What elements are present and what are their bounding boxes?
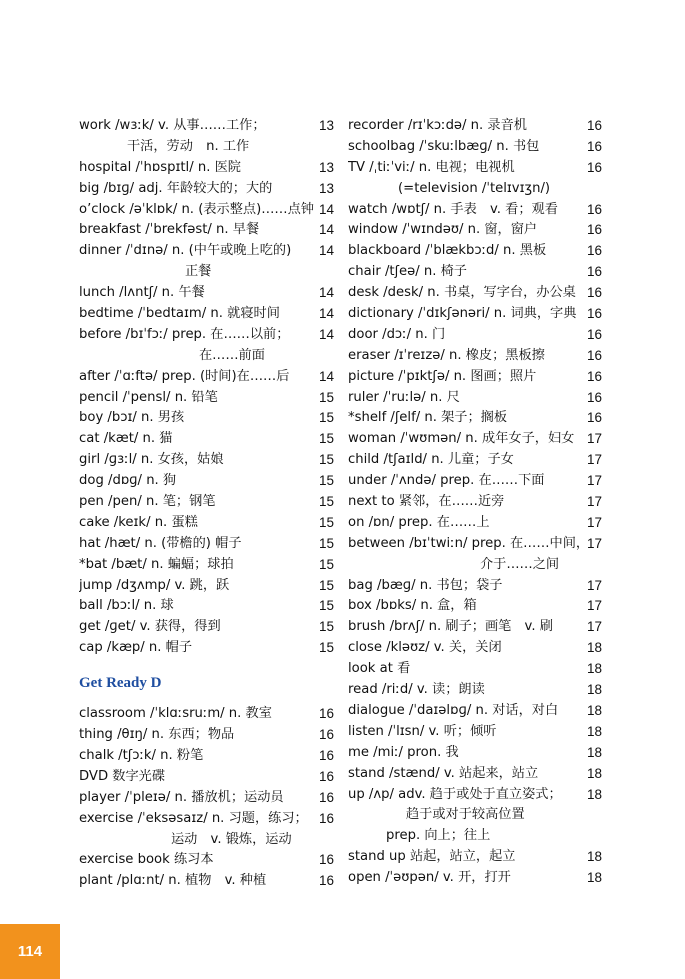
entry-line xyxy=(348,367,602,388)
entry-page-number: 16 xyxy=(586,285,602,301)
entry-page-number: 13 xyxy=(318,159,334,175)
entry-line xyxy=(79,725,334,746)
vocab-entry xyxy=(348,346,602,367)
entry-page-number: 16 xyxy=(318,768,334,784)
entry-text: child /tʃaɪld/ n. 儿童；子女 xyxy=(348,452,514,468)
entry-text: TV /ˌtiːˈviː/ n. 电视；电视机 xyxy=(348,159,515,175)
entry-continuation-text: 运动 v. 锻炼，运动 xyxy=(171,831,292,847)
vocab-entry xyxy=(348,847,602,868)
entry-page-number: 16 xyxy=(586,118,602,133)
vocab-entry xyxy=(348,137,602,158)
entry-text: bag /bæɡ/ n. 书包；袋子 xyxy=(348,577,503,593)
entry-page-number: 15 xyxy=(318,535,334,551)
entry-continuation-line xyxy=(348,805,602,826)
entry-line xyxy=(348,492,602,513)
entry-page-number: 15 xyxy=(318,494,334,510)
entry-text: eraser /ɪˈreɪzə/ n. 橡皮；黑板擦 xyxy=(348,347,545,363)
entry-page-number: 15 xyxy=(318,598,334,614)
entry-page-number: 13 xyxy=(318,118,334,133)
page-number: 114 xyxy=(0,924,60,979)
entry-line xyxy=(79,788,334,809)
entry-text: desk /desk/ n. 书桌，写字台，办公桌 xyxy=(348,285,576,301)
entry-page-number: 18 xyxy=(586,682,602,698)
vocab-entry xyxy=(348,638,602,659)
entry-page-number: 17 xyxy=(586,514,602,530)
entry-page-number: 17 xyxy=(586,598,602,614)
entry-continuation-text: 在……前面 xyxy=(199,347,265,363)
entry-line xyxy=(79,576,334,597)
entry-page-number: 14 xyxy=(318,306,334,322)
entry-page-number: 18 xyxy=(586,765,602,781)
vocab-entry xyxy=(348,262,602,283)
vocab-entry xyxy=(348,722,602,743)
entry-page-number: 18 xyxy=(586,723,602,739)
entry-page-number: 16 xyxy=(318,789,334,805)
entry-text: girl /ɡɜːl/ n. 女孩，姑娘 xyxy=(79,452,224,468)
vocab-entry xyxy=(79,555,334,576)
entry-page-number: 15 xyxy=(318,640,334,656)
entry-line xyxy=(79,116,334,137)
entry-text: read /riːd/ v. 读；朗读 xyxy=(348,682,485,698)
right-column xyxy=(348,116,602,889)
entry-text: big /bɪɡ/ adj. 年龄较大的；大的 xyxy=(79,180,273,196)
entry-line xyxy=(348,534,602,555)
entry-page-number: 16 xyxy=(318,747,334,763)
entry-page-number: 15 xyxy=(318,389,334,405)
entry-line xyxy=(79,534,334,555)
vocab-entry xyxy=(79,179,334,200)
vocab-entry xyxy=(79,283,334,304)
entry-text: get /ɡet/ v. 获得，得到 xyxy=(79,619,221,635)
vocab-entry xyxy=(79,704,334,725)
entry-page-number: 16 xyxy=(586,410,602,426)
entry-page-number: 16 xyxy=(318,810,334,826)
entry-line xyxy=(79,179,334,200)
entry-text: close /kləʊz/ v. 关，关闭 xyxy=(348,640,502,656)
entry-page-number: 15 xyxy=(318,431,334,447)
entry-text: *bat /bæt/ n. 蝙蝠；球拍 xyxy=(79,556,234,572)
entry-line xyxy=(79,638,334,659)
entry-page-number: 16 xyxy=(586,389,602,405)
entry-page-number: 16 xyxy=(586,368,602,384)
entry-page-number: 16 xyxy=(586,222,602,238)
vocab-entry xyxy=(348,283,602,304)
entry-page-number: 16 xyxy=(318,852,334,868)
vocab-entry xyxy=(348,868,602,889)
vocab-entry xyxy=(79,408,334,429)
vocab-entry xyxy=(348,158,602,200)
entry-continuation-line xyxy=(79,137,334,158)
entry-text: brush /brʌʃ/ n. 刷子；画笔 v. 刷 xyxy=(348,619,553,635)
vocab-entry xyxy=(79,850,334,871)
entry-page-number: 18 xyxy=(586,661,602,677)
entry-text: me /miː/ pron. 我 xyxy=(348,744,459,760)
entry-text: dialogue /ˈdaɪəlɒɡ/ n. 对话，对白 xyxy=(348,702,559,718)
section-heading: Get Ready D xyxy=(79,675,162,692)
entry-text: cat /kæt/ n. 猫 xyxy=(79,431,173,447)
entry-text: bedtime /ˈbedtaɪm/ n. 就寝时间 xyxy=(79,306,280,322)
entry-continuation-text: 趋于或对于较高位置 xyxy=(406,807,525,823)
entry-line xyxy=(348,137,602,158)
entry-text: under /ˈʌndə/ prep. 在……下面 xyxy=(348,473,545,489)
vocab-entry xyxy=(348,492,602,513)
entry-continuation-line xyxy=(79,262,334,283)
entry-page-number: 17 xyxy=(586,577,602,593)
entry-text: before /bɪˈfɔː/ prep. 在……以前； xyxy=(79,326,290,342)
entry-page-number: 15 xyxy=(318,410,334,426)
entry-line xyxy=(79,492,334,513)
entry-page-number: 17 xyxy=(586,473,602,489)
vocab-entry xyxy=(79,492,334,513)
entry-page-number: 18 xyxy=(586,870,602,886)
entry-line xyxy=(348,304,602,325)
entry-page-number: 17 xyxy=(586,535,602,551)
entry-page-number: 16 xyxy=(586,243,602,259)
entry-text: on /ɒn/ prep. 在……上 xyxy=(348,514,490,530)
entry-line xyxy=(348,680,602,701)
vocab-entry xyxy=(348,471,602,492)
entry-continuation-text: 干活，劳动 n. 工作 xyxy=(127,138,250,154)
entry-line xyxy=(79,304,334,325)
entry-line xyxy=(79,220,334,241)
entry-text: open /ˈəʊpən/ v. 开，打开 xyxy=(348,870,511,886)
vocab-entry xyxy=(79,767,334,788)
entry-text: blackboard /ˈblækbɔːd/ n. 黑板 xyxy=(348,243,547,259)
vocab-entry xyxy=(348,367,602,388)
entry-page-number: 17 xyxy=(586,452,602,468)
vocab-entry xyxy=(348,743,602,764)
entry-text: picture /ˈpɪktʃə/ n. 图画；照片 xyxy=(348,368,537,384)
entry-text: between /bɪˈtwiːn/ prep. 在……中间， xyxy=(348,535,590,551)
vocab-entry xyxy=(79,450,334,471)
vocab-entry xyxy=(348,220,602,241)
entry-line xyxy=(79,596,334,617)
entry-text: pen /pen/ n. 笔；钢笔 xyxy=(79,494,216,510)
entry-text: after /ˈɑːftə/ prep. (时间)在……后 xyxy=(79,368,290,384)
entry-line xyxy=(348,659,602,680)
vocab-entry xyxy=(79,304,334,325)
entry-line xyxy=(348,408,602,429)
entry-text: hospital /ˈhɒspɪtl/ n. 医院 xyxy=(79,159,241,175)
entry-text: breakfast /ˈbrekfəst/ n. 早餐 xyxy=(79,222,260,238)
entry-text: *shelf /ʃelf/ n. 架子；搁板 xyxy=(348,410,508,426)
entry-line xyxy=(79,513,334,534)
vocab-entry xyxy=(79,725,334,746)
entry-text: classroom /ˈklɑːsruːm/ n. 教室 xyxy=(79,706,272,722)
vocab-entry xyxy=(79,367,334,388)
entry-text: player /ˈpleɪə/ n. 播放机；运动员 xyxy=(79,789,284,805)
entry-continuation-line xyxy=(348,555,602,576)
entry-page-number: 14 xyxy=(318,326,334,342)
left-column xyxy=(79,116,334,892)
entry-line xyxy=(79,809,334,830)
entry-line xyxy=(79,429,334,450)
entry-page-number: 14 xyxy=(318,201,334,217)
entry-line xyxy=(79,704,334,725)
entry-text: chalk /tʃɔːk/ n. 粉笔 xyxy=(79,747,204,763)
entry-page-number: 16 xyxy=(586,201,602,217)
entry-page-number: 15 xyxy=(318,452,334,468)
entry-page-number: 18 xyxy=(586,702,602,718)
entry-page-number: 17 xyxy=(586,494,602,510)
vocab-entry xyxy=(348,241,602,262)
entry-line xyxy=(348,638,602,659)
vocab-entry xyxy=(348,325,602,346)
vocab-entry xyxy=(348,576,602,597)
entry-page-number: 14 xyxy=(318,243,334,259)
entry-text: lunch /lʌntʃ/ n. 午餐 xyxy=(79,285,205,301)
entry-text: dinner /ˈdɪnə/ n. (中午或晚上吃的) xyxy=(79,243,292,259)
entry-text: cake /keɪk/ n. 蛋糕 xyxy=(79,514,198,530)
vocab-entry xyxy=(348,785,602,848)
vocab-entry xyxy=(348,596,602,617)
entry-text: hat /hæt/ n. (带檐的) 帽子 xyxy=(79,535,242,551)
entry-text: cap /kæp/ n. 帽子 xyxy=(79,640,193,656)
entry-text: woman /ˈwʊmən/ n. 成年女子，妇女 xyxy=(348,431,575,447)
entry-text: chair /tʃeə/ n. 椅子 xyxy=(348,264,467,280)
entry-page-number: 16 xyxy=(318,873,334,889)
entry-line xyxy=(348,785,602,806)
entry-line xyxy=(348,868,602,889)
entry-line xyxy=(79,850,334,871)
entry-page-number: 15 xyxy=(318,577,334,593)
entry-page-number: 17 xyxy=(586,431,602,447)
entry-line xyxy=(348,283,602,304)
entry-line xyxy=(348,158,602,179)
entry-continuation-line xyxy=(79,830,334,851)
vocab-entry xyxy=(79,429,334,450)
entry-line xyxy=(79,871,334,892)
entry-page-number: 16 xyxy=(586,264,602,280)
entry-text: recorder /rɪˈkɔːdə/ n. 录音机 xyxy=(348,118,527,133)
entry-page-number: 16 xyxy=(318,706,334,722)
vocab-entry xyxy=(348,534,602,576)
entry-page-number: 15 xyxy=(318,619,334,635)
entry-page-number: 14 xyxy=(318,368,334,384)
entry-line xyxy=(348,847,602,868)
entry-line xyxy=(348,450,602,471)
entry-line xyxy=(348,325,602,346)
entry-line xyxy=(348,200,602,221)
vocab-entry xyxy=(79,638,334,659)
vocab-entry xyxy=(79,576,334,597)
entry-continuation-text: 介于……之间 xyxy=(480,556,560,572)
entry-continuation-line xyxy=(348,826,602,847)
entry-text: dog /dɒɡ/ n. 狗 xyxy=(79,473,177,489)
vocab-entry xyxy=(348,429,602,450)
entry-page-number: 14 xyxy=(318,285,334,301)
entry-line xyxy=(79,388,334,409)
entry-page-number: 15 xyxy=(318,514,334,530)
vocab-entry xyxy=(79,788,334,809)
vocab-entry xyxy=(348,513,602,534)
vocab-entry xyxy=(79,513,334,534)
vocab-entry xyxy=(79,388,334,409)
entry-line xyxy=(348,764,602,785)
entry-page-number: 18 xyxy=(586,744,602,760)
entry-text: jump /dʒʌmp/ v. 跳，跃 xyxy=(79,577,230,593)
vocab-entry xyxy=(79,471,334,492)
entry-line xyxy=(79,471,334,492)
entry-line xyxy=(79,617,334,638)
entry-line xyxy=(348,429,602,450)
entry-page-number: 17 xyxy=(586,619,602,635)
entry-line xyxy=(79,408,334,429)
entry-text: stand /stænd/ v. 站起来，站立 xyxy=(348,765,539,781)
vocab-entry xyxy=(348,408,602,429)
entry-line xyxy=(348,513,602,534)
entry-line xyxy=(348,617,602,638)
entry-text: watch /wɒtʃ/ n. 手表 v. 看；观看 xyxy=(348,201,558,217)
entry-line xyxy=(348,576,602,597)
vocab-entry xyxy=(348,617,602,638)
entry-text: ball /bɔːl/ n. 球 xyxy=(79,598,174,614)
entry-page-number: 18 xyxy=(586,640,602,656)
entry-line xyxy=(79,555,334,576)
entry-text: exercise book 练习本 xyxy=(79,852,214,868)
entry-text: look at 看 xyxy=(348,661,411,677)
entry-continuation-text: prep. 向上；往上 xyxy=(386,828,491,844)
vocab-entry xyxy=(348,764,602,785)
entry-text: listen /ˈlɪsn/ v. 听；倾听 xyxy=(348,723,497,739)
vocab-entry xyxy=(348,304,602,325)
entry-page-number: 16 xyxy=(318,727,334,743)
entry-line xyxy=(79,450,334,471)
entry-text: door /dɔː/ n. 门 xyxy=(348,326,446,342)
entry-text: pencil /ˈpensl/ n. 铅笔 xyxy=(79,389,218,405)
entry-text: thing /θɪŋ/ n. 东西；物品 xyxy=(79,727,235,743)
entry-line xyxy=(79,200,334,221)
entry-page-number: 18 xyxy=(586,786,602,802)
entry-page-number: 16 xyxy=(586,326,602,342)
entry-page-number: 16 xyxy=(586,347,602,363)
vocab-entry xyxy=(348,659,602,680)
entry-line xyxy=(348,116,602,137)
entry-line xyxy=(79,158,334,179)
vocab-entry xyxy=(79,596,334,617)
entry-continuation-line xyxy=(79,346,334,367)
entry-line xyxy=(348,743,602,764)
vocab-entry xyxy=(348,388,602,409)
entry-text: work /wɜːk/ v. 从事……工作； xyxy=(79,118,266,133)
entry-text: next to 紧邻，在……近旁 xyxy=(348,494,505,510)
vocab-entry xyxy=(79,158,334,179)
vocab-entry xyxy=(348,116,602,137)
entry-line xyxy=(79,325,334,346)
entry-text: o’clock /əˈklɒk/ n. (表示整点)……点钟 xyxy=(79,201,314,217)
vocab-entry xyxy=(79,116,334,158)
entry-line xyxy=(348,701,602,722)
vocab-entry xyxy=(348,200,602,221)
entry-continuation-text: 正餐 xyxy=(185,264,212,280)
entry-page-number: 15 xyxy=(318,556,334,572)
vocab-entry xyxy=(79,220,334,241)
entry-line xyxy=(79,746,334,767)
entry-page-number: 16 xyxy=(586,159,602,175)
vocab-entry xyxy=(348,701,602,722)
vocab-entry xyxy=(79,241,334,283)
vocab-entry xyxy=(79,325,334,367)
vocab-entry xyxy=(79,617,334,638)
entry-text: up /ʌp/ adv. 趋于或处于直立姿式； xyxy=(348,786,562,802)
entry-line xyxy=(348,220,602,241)
entry-line xyxy=(348,241,602,262)
entry-line xyxy=(348,262,602,283)
entry-page-number: 14 xyxy=(318,222,334,238)
entry-line xyxy=(348,388,602,409)
entry-line xyxy=(348,722,602,743)
entry-line xyxy=(79,283,334,304)
vocab-entry xyxy=(348,680,602,701)
entry-line xyxy=(348,471,602,492)
entry-text: dictionary /ˈdɪkʃənəri/ n. 词典，字典 xyxy=(348,306,577,322)
entry-page-number: 16 xyxy=(586,138,602,154)
entry-text: DVD 数字光碟 xyxy=(79,768,166,784)
entry-line xyxy=(348,596,602,617)
entry-line xyxy=(79,767,334,788)
entry-text: boy /bɔɪ/ n. 男孩 xyxy=(79,410,185,426)
entry-text: schoolbag /ˈskuːlbæɡ/ n. 书包 xyxy=(348,138,540,154)
entry-line xyxy=(79,241,334,262)
vocab-entry xyxy=(79,871,334,892)
vocab-entry xyxy=(79,534,334,555)
entry-text: stand up 站起，站立，起立 xyxy=(348,849,516,865)
entry-page-number: 13 xyxy=(318,180,334,196)
entry-continuation-line xyxy=(348,179,602,200)
vocab-entry xyxy=(79,200,334,221)
entry-text: exercise /ˈeksəsaɪz/ n. 习题，练习； xyxy=(79,810,308,826)
vocab-entry xyxy=(348,450,602,471)
vocab-entry xyxy=(79,746,334,767)
entry-text: box /bɒks/ n. 盒，箱 xyxy=(348,598,477,614)
entry-text: window /ˈwɪndəʊ/ n. 窗，窗户 xyxy=(348,222,538,238)
entry-page-number: 16 xyxy=(586,306,602,322)
entry-line xyxy=(348,346,602,367)
entry-page-number: 18 xyxy=(586,849,602,865)
vocab-entry xyxy=(79,809,334,851)
entry-continuation-text: (=television /ˈtelɪvɪʒn/) xyxy=(398,180,551,196)
entry-line xyxy=(79,367,334,388)
entry-page-number: 15 xyxy=(318,473,334,489)
entry-text: plant /plɑːnt/ n. 植物 v. 种植 xyxy=(79,873,267,889)
entry-text: ruler /ˈruːlə/ n. 尺 xyxy=(348,389,460,405)
